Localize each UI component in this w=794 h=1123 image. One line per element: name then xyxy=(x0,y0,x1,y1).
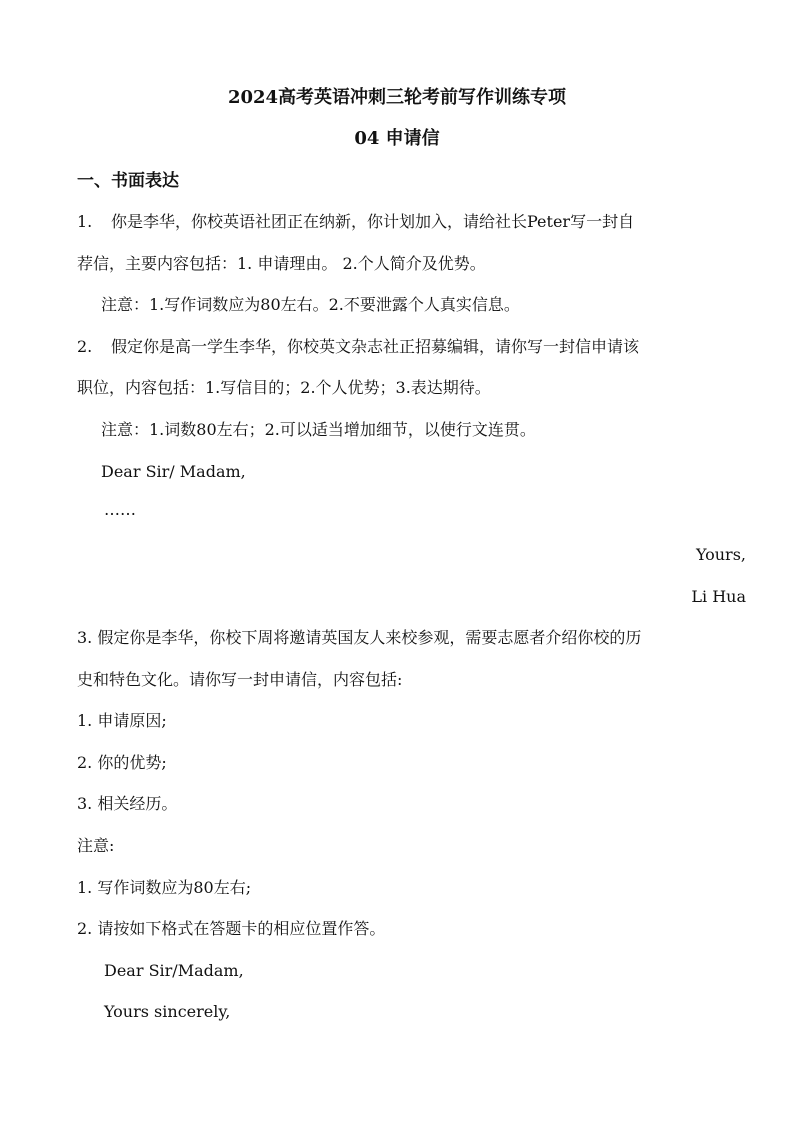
q2-signature: Li Hua xyxy=(691,587,746,606)
q2-line-1 xyxy=(77,337,639,357)
q1-line-2: 荐信，主要内容包括：1. 申请理由。 2.个人简介及优势。 xyxy=(77,254,486,273)
q3-closing: Yours sincerely, xyxy=(104,1002,231,1021)
q1-line-1 xyxy=(77,212,634,232)
document-subtitle: 04 申请信 xyxy=(354,128,440,149)
q3-item-2: 2. 你的优势; xyxy=(77,753,167,772)
q3-line-2: 史和特色文化。请你写一封申请信，内容包括: xyxy=(77,670,403,689)
q2-text-1: 假定你是高一学生李华，你校英文杂志社正招募编辑，请你写一封信申请该 xyxy=(111,337,640,356)
q2-number: 2. xyxy=(77,337,93,356)
q1-number: 1. xyxy=(77,212,93,231)
q3-note-2: 2. 请按如下格式在答题卡的相应位置作答。 xyxy=(77,919,386,938)
q3-line-1: 3. 假定你是李华，你校下周将邀请英国友人来校参观，需要志愿者介绍你校的历 xyxy=(77,628,642,647)
q1-text-1: 你是李华，你校英语社团正在纳新，你计划加入，请给社长Peter写一封自 xyxy=(111,212,635,231)
q2-closing: Yours, xyxy=(695,545,746,564)
q2-line-2: 职位，内容包括：1.写信目的；2.个人优势；3.表达期待。 xyxy=(77,378,491,397)
q2-note: 注意：1.词数80左右；2.可以适当增加细节，以使行文连贯。 xyxy=(101,420,536,439)
q3-item-3: 3. 相关经历。 xyxy=(77,794,178,813)
q3-greeting: Dear Sir/Madam, xyxy=(104,961,244,980)
q1-note: 注意：1.写作词数应为80左右。2.不要泄露个人真实信息。 xyxy=(101,295,520,314)
q2-ellipsis: …… xyxy=(104,500,136,519)
q3-note-label: 注意: xyxy=(77,836,115,855)
q3-item-1: 1. 申请原因; xyxy=(77,711,167,730)
section-heading: 一、书面表达 xyxy=(77,171,179,191)
q3-note-1: 1. 写作词数应为80左右; xyxy=(77,878,252,897)
q2-greeting: Dear Sir/ Madam, xyxy=(101,462,246,481)
document-title: 2024高考英语冲刺三轮考前写作训练专项 xyxy=(227,87,567,108)
